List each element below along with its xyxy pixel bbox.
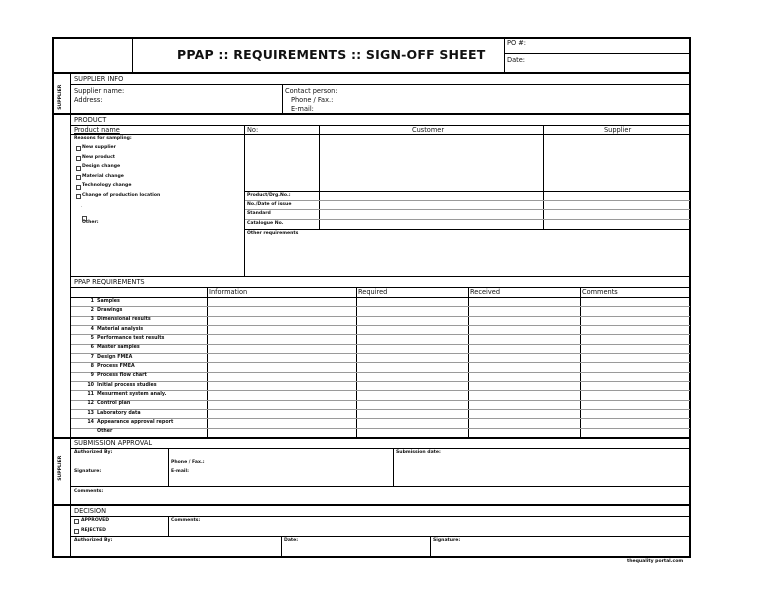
row-number: 8 [90, 363, 94, 369]
decision-authorized-label[interactable]: Authorized By: [74, 538, 113, 543]
approved-checkbox[interactable] [74, 519, 79, 524]
supplier-address-label[interactable]: Address: [74, 96, 103, 104]
table-row [73, 362, 690, 370]
product-heading: PRODUCT [74, 116, 107, 124]
col-information: Information [209, 288, 248, 296]
rejected-label: REJECTED [81, 528, 106, 533]
table-row [73, 316, 690, 324]
row-number: 14 [87, 419, 94, 425]
table-row [73, 306, 690, 314]
submission-authorized-label[interactable]: Authorized By: [74, 450, 113, 455]
other-reason-checkbox[interactable] [82, 216, 87, 221]
row-number: 4 [90, 326, 94, 332]
field-catalogue-no: Catalogue No. [247, 221, 284, 226]
row-label: Mesurment system analy. [97, 391, 167, 397]
footer-credit: thequality portal.com [627, 559, 684, 564]
col-customer: Customer [412, 126, 445, 134]
submission-email-label[interactable]: E-mail: [171, 469, 189, 474]
table-row [73, 381, 690, 389]
other-reason-label[interactable]: Other: [82, 220, 99, 225]
row-number: 12 [87, 401, 94, 407]
row-label: Other [97, 429, 113, 435]
decision-signature-label[interactable]: Signature: [433, 538, 461, 543]
reason-label: Technology change [82, 183, 132, 189]
reason-label: Design change [82, 164, 121, 170]
col-no: No: [247, 126, 259, 134]
table-row [73, 344, 690, 352]
decision-date-label[interactable]: Date: [284, 538, 299, 543]
row-number: 13 [87, 410, 94, 416]
side-label-supplier-top: SUPPLIER [58, 84, 64, 110]
reason-checkbox[interactable] [76, 194, 81, 199]
reason-label: Material change [82, 173, 124, 179]
row-label: Drawings [97, 307, 123, 313]
ppap-heading: PPAP REQUIREMENTS [74, 278, 145, 286]
row-label: Performance test results [97, 335, 165, 341]
date-label: Date: [507, 56, 525, 64]
row-label: Control plan [97, 401, 131, 407]
col-product-name: Product name [74, 126, 120, 134]
table-row [73, 418, 690, 426]
col-required: Required [358, 288, 388, 296]
row-label: Material analysis [97, 326, 144, 332]
supplier-info-heading: SUPPLIER INFO [74, 75, 124, 83]
reason-checkbox[interactable] [76, 146, 81, 151]
col-received: Received [470, 288, 500, 296]
table-row [73, 372, 690, 380]
supplier-email-label[interactable]: E-mail: [291, 105, 314, 113]
po-number-label: PO #: [507, 39, 527, 47]
submission-comments-label[interactable]: Comments: [74, 489, 104, 494]
row-number: 1 [90, 298, 94, 304]
row-label: Laboratory data [97, 410, 141, 416]
reason-checkbox[interactable] [76, 175, 81, 180]
row-label: Process flow chart [97, 373, 147, 379]
submission-phone-label[interactable]: Phone / Fax.: [171, 460, 205, 465]
table-row [73, 390, 690, 398]
row-number: 9 [90, 373, 94, 379]
submission-heading: SUBMISSION APPROVAL [74, 439, 153, 447]
table-row [73, 325, 690, 333]
row-number: 3 [90, 317, 94, 323]
col-supplier: Supplier [604, 126, 632, 134]
reasons-dot: . [81, 204, 83, 209]
reasons-label: Reasons for sampling: [74, 136, 132, 141]
table-row [73, 297, 690, 305]
field-standard: Standard [247, 211, 271, 216]
row-label: Appearance approval report [97, 419, 174, 425]
row-label: Dimensional results [97, 317, 151, 323]
approved-label: APPROVED [81, 518, 110, 523]
row-label: Initial process studies [97, 382, 157, 388]
table-row [73, 409, 690, 417]
reason-label: New supplier [82, 145, 116, 150]
decision-heading: DECISION [74, 507, 107, 515]
row-number: 2 [90, 307, 94, 313]
row-number: 10 [87, 382, 94, 388]
reason-checkbox[interactable] [76, 156, 81, 161]
row-label: Design FMEA [97, 354, 133, 360]
col-comments: Comments [582, 288, 618, 296]
reason-checkbox[interactable] [76, 166, 81, 171]
row-number: 11 [87, 391, 94, 397]
supplier-name-label[interactable]: Supplier name: [74, 87, 125, 95]
reason-label: New product [82, 154, 115, 160]
reason-checkbox[interactable] [76, 185, 81, 190]
rejected-checkbox[interactable] [74, 529, 79, 534]
row-number: 6 [90, 345, 94, 351]
table-row [73, 334, 690, 342]
other-requirements-label: Other requirements [247, 231, 299, 236]
field-product-drg-no: Product/Drg.No.: [247, 193, 291, 198]
table-row [73, 353, 690, 361]
row-label: Process FMEA [97, 363, 135, 369]
contact-person-label[interactable]: Contact person: [285, 87, 338, 95]
row-number: 5 [90, 335, 94, 341]
field-date-of-issue: No./Date of issue [247, 202, 292, 207]
decision-comments-label[interactable]: Comments: [171, 518, 201, 523]
side-label-supplier-bottom: SUPPLIER [58, 455, 64, 481]
table-row [73, 428, 690, 436]
row-label: Master samples [97, 345, 140, 351]
reason-label: Change of production location [82, 193, 161, 198]
table-row [73, 400, 690, 408]
supplier-phone-label[interactable]: Phone / Fax.: [291, 96, 334, 104]
row-label: Samples [97, 298, 120, 304]
page-title: PPAP :: REQUIREMENTS :: SIGN-OFF SHEET [177, 47, 486, 62]
submission-date-label[interactable]: Submission date: [396, 450, 441, 455]
row-number: 7 [90, 354, 94, 360]
submission-signature-label[interactable]: Signature: [74, 469, 102, 474]
